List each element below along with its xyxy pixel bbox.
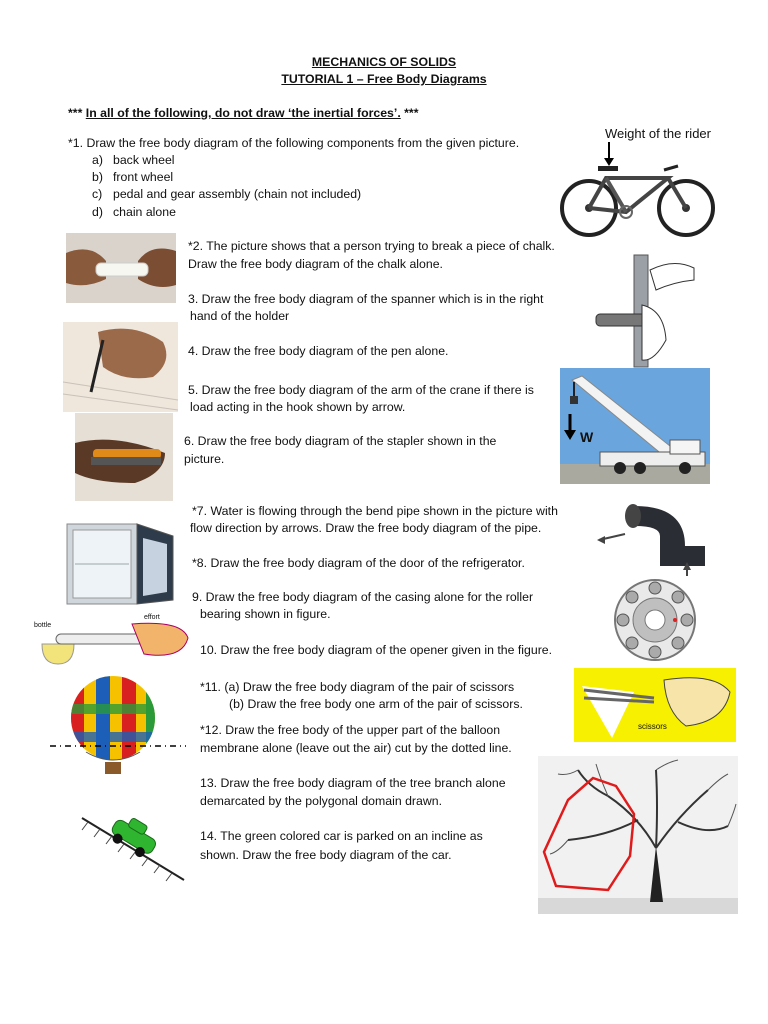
question-3-line-1: 3. Draw the free body diagram of the spanner which is in the right	[188, 292, 544, 306]
car-incline-image	[80, 814, 188, 886]
question-12-line-2: membrane alone (leave out the air) cut by the dotted line.	[200, 741, 512, 755]
question-3-line-2: hand of the holder	[190, 309, 290, 323]
question-11-line-2: (b) Draw the free body one arm of the pair of scissors.	[229, 697, 523, 711]
question-12-line-1: *12. Draw the free body of the upper part of the balloon	[200, 723, 501, 737]
pen-image	[63, 322, 178, 412]
tree-image	[538, 756, 738, 914]
question-7-line-2: flow direction by arrows. Draw the free body diagram of the pipe.	[190, 521, 542, 535]
note-suffix: ***	[400, 106, 419, 120]
balloon-image	[50, 676, 186, 780]
q1-item-a: back wheel	[113, 153, 175, 167]
opener-label-effort: effort	[144, 614, 160, 621]
bend-pipe-image	[595, 496, 710, 578]
q1-item-b: front wheel	[113, 170, 174, 184]
q1-item-b-label: b)	[92, 170, 103, 184]
question-2-line-2: Draw the free body diagram of the chalk alone.	[188, 257, 443, 271]
crane-load-label: W	[580, 429, 594, 445]
question-6-line-1: 6. Draw the free body diagram of the stapler shown in the	[184, 434, 497, 448]
scissors-label: scissors	[638, 722, 667, 731]
q1-item-a-label: a)	[92, 153, 103, 167]
q1-item-d: chain alone	[113, 205, 176, 219]
note-main: In all of the following, do not draw ‘the inertial forces’.	[85, 106, 401, 120]
refrigerator-image	[65, 518, 180, 608]
question-11-line-1: *11. (a) Draw the free body diagram of the pair of scissors	[200, 680, 515, 694]
question-5-line-2: load acting in the hook shown by arrow.	[190, 400, 406, 414]
question-14-line-2: shown. Draw the free body diagram of the car.	[200, 848, 452, 862]
opener-label-bottle: bottle	[34, 622, 52, 629]
question-5-line-1: 5. Draw the free body diagram of the arm of the crane if there is	[188, 383, 534, 397]
roller-bearing-image	[613, 578, 697, 662]
q1-item-c-label: c)	[92, 187, 103, 201]
page-title: MECHANICS OF SOLIDS	[311, 55, 457, 69]
question-6-line-2: picture.	[184, 452, 225, 466]
question-13-line-2: demarcated by the polygonal domain drawn.	[200, 794, 442, 808]
scissors-image	[574, 668, 736, 742]
q1-item-c: pedal and gear assembly (chain not included)	[113, 187, 362, 201]
chalk-image	[66, 233, 176, 303]
question-7-line-1: *7. Water is flowing through the bend pipe shown in the picture with	[192, 504, 558, 518]
bicycle-caption: Weight of the rider	[605, 126, 711, 141]
crane-image	[560, 368, 710, 484]
stapler-image	[75, 413, 173, 501]
bicycle-image	[556, 140, 722, 240]
question-4: 4. Draw the free body diagram of the pen alone.	[188, 344, 449, 358]
question-9-line-2: bearing shown in figure.	[200, 607, 331, 621]
question-13-line-1: 13. Draw the free body diagram of the tree branch alone	[200, 776, 506, 790]
question-8: *8. Draw the free body diagram of the door of the refrigerator.	[192, 556, 525, 570]
question-2-line-1: *2. The picture shows that a person trying to break a piece of chalk.	[188, 239, 555, 253]
question-10: 10. Draw the free body diagram of the opener given in the figure.	[200, 643, 553, 657]
opener-image	[32, 614, 192, 670]
page-subtitle: TUTORIAL 1 – Free Body Diagrams	[281, 72, 487, 86]
question-1: *1. Draw the free body diagram of the following components from the given picture.	[68, 136, 520, 150]
spanner-image	[594, 250, 704, 370]
question-9-line-1: 9. Draw the free body diagram of the casing alone for the roller	[192, 590, 534, 604]
instruction-note	[68, 104, 419, 122]
q1-item-d-label: d)	[92, 205, 103, 219]
note-prefix: ***	[68, 106, 86, 120]
question-14-line-1: 14. The green colored car is parked on an incline as	[200, 829, 483, 843]
